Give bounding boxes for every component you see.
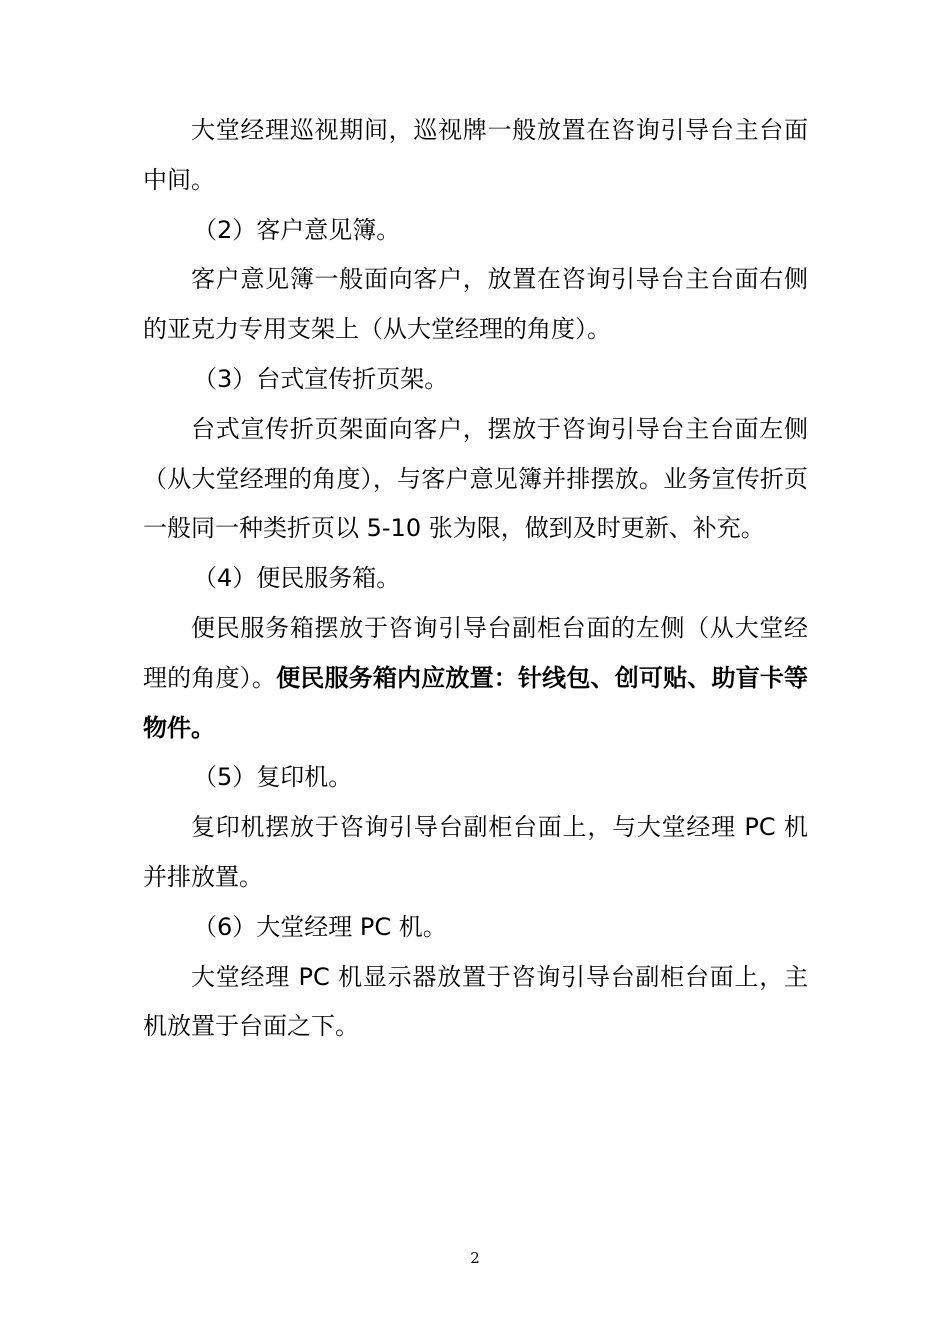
- service-box-placement-text: 便民服务箱摆放于咨询引导台副柜台面的左侧（从大堂经理的角度）。: [143, 613, 808, 692]
- paragraph-service-box: [143, 604, 808, 753]
- heading-copier: （5）复印机。: [193, 763, 353, 792]
- paragraph-copier: 复印机摆放于咨询引导台副柜台面上，与大堂经理 PC 机并排放置。: [143, 813, 808, 891]
- document-body: [143, 106, 808, 1052]
- heading-manager-pc: （6）大堂经理 PC 机。: [193, 912, 447, 941]
- heading-customer-opinion-book: （2）客户意见簿。: [193, 215, 401, 244]
- heading-service-box: （4）便民服务箱。: [193, 564, 401, 593]
- paragraph-brochure-rack: 台式宣传折页架面向客户，摆放于咨询引导台主台面左侧（从大堂经理的角度），与客户意见簿并排摆放。业务宣传折页一般同一种类折页以 5-10 张为限，做到及时更新、补充。: [143, 414, 808, 543]
- page-number: 2: [470, 1249, 480, 1267]
- paragraph-manager-pc: 大堂经理 PC 机显示器放置于咨询引导台副柜台面上，主机放置于台面之下。: [143, 962, 808, 1041]
- heading-brochure-rack: （3）台式宣传折页架。: [193, 364, 449, 393]
- paragraph-customer-opinion-book: 客户意见簿一般面向客户，放置在咨询引导台主台面右侧的亚克力专用支架上（从大堂经理的角度）。: [143, 265, 808, 344]
- paragraph-patrol-sign: 大堂经理巡视期间，巡视牌一般放置在咨询引导台主台面中间。: [143, 116, 808, 194]
- service-box-contents-bold-text: 便民服务箱内应放置：针线包、创可贴、助盲卡等物件。: [143, 663, 809, 742]
